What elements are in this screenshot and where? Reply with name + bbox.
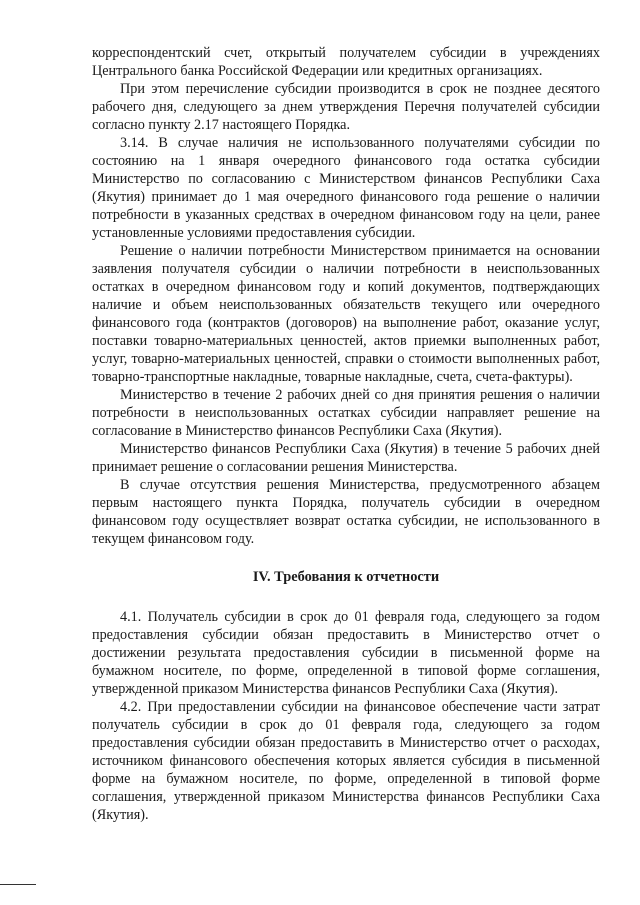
paragraph-decision-basis: Решение о наличии потребности Министерством принимается на основании заявления получателя субсидии о наличии потребности в неиспользованных остатках в очередном финансовом году и копий документов, подтверждающих наличие и объем неиспользованных обязательств текущего или очередного финансового года (контрактов (договоров) на выполнение работ, оказание услуг, поставки товарно-материальных ценностей, актов приемки выполненных работ, услуг, товарно-материальных ценностей, справки о стоимости выполненных работ, товарно-транспортные накладные, товарные накладные, счета, счета-фактуры). xyxy=(92,243,600,385)
document-page xyxy=(92,44,600,824)
section-heading-reporting: IV. Требования к отчетности xyxy=(252,569,440,585)
footer-divider xyxy=(0,884,36,885)
paragraph-ministry-approval: Министерство в течение 2 рабочих дней со дня принятия решения о наличии потребности в неиспользованных остатках субсидии направляет решение на согласование в Министерство финансов Республики Саха (Якутия). xyxy=(92,387,600,439)
paragraph-account: корреспондентский счет, открытый получателем субсидии в учреждениях Центрального банка Российской Федерации или кредитных организациях. xyxy=(92,45,600,79)
paragraph-refund: В случае отсутствия решения Министерства, предусмотренного абзацем первым настоящего пункта Порядка, получатель субсидии в очередном финансовом году осуществляет возврат остатка субсидии, не использованного в текущем финансовом году. xyxy=(92,477,600,547)
paragraph-3-14: 3.14. В случае наличия не использованного получателями субсидии по состоянию на 1 января очередного финансового года остатка субсидии Министерство по согласованию с Министерством финансов Республики Саха (Якутия) принимает до 1 мая очередного финансового года решение о наличии потребности в указанных средствах в очередном финансовом году на цели, ранее установленные условиями предоставления субсидии. xyxy=(92,135,600,241)
paragraph-4-1: 4.1. Получатель субсидии в срок до 01 февраля года, следующего за годом предоставления субсидии обязан предоставить в Министерство отчет о достижении результата предоставления субсидии в письменной форме на бумажном носителе, по форме, определенной в типовой форме соглашения, утвержденной приказом Министерства финансов Республики Саха (Якутия). xyxy=(92,609,600,697)
paragraph-finance-ministry: Министерство финансов Республики Саха (Якутия) в течение 5 рабочих дней принимает решение о согласовании решения Министерства. xyxy=(92,441,600,475)
paragraph-transfer-deadline: При этом перечисление субсидии производится в срок не позднее десятого рабочего дня, следующего за днем утверждения Перечня получателей субсидии согласно пункту 2.17 настоящего Порядка. xyxy=(92,81,600,133)
paragraph-4-2: 4.2. При предоставлении субсидии на финансовое обеспечение части затрат получатель субсидии в срок до 01 февраля года, следующего за годом предоставления субсидии обязан предоставить в Министерство отчет о расходах, источником финансового обеспечения которых является субсидия в письменной форме на бумажном носителе, по форме, определенной в типовой форме соглашения, утвержденной приказом Министерства финансов Республики Саха (Якутия). xyxy=(92,699,600,823)
